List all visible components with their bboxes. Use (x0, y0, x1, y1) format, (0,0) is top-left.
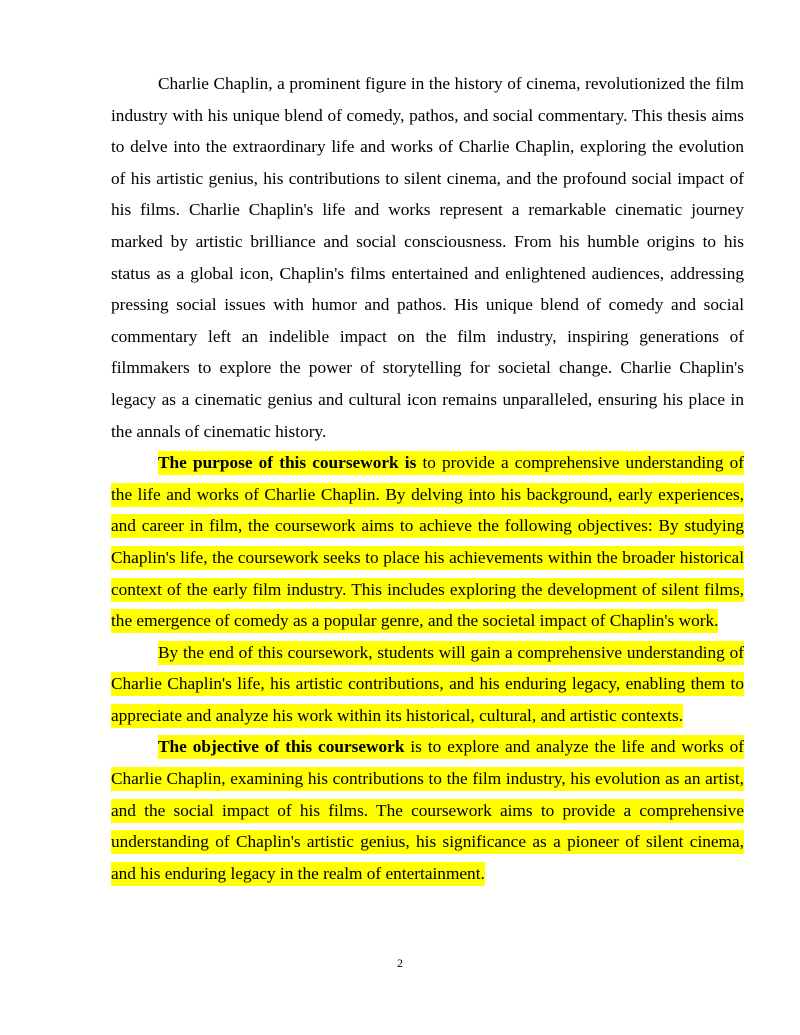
paragraph-text: to provide a comprehensive understanding of the life and works of Charlie Chaplin. By delving into his background, early experiences, and career in film, the coursework aims to achieve the following objectives: By studying Chaplin's life, the coursework seeks to place his achievements within the broader historical context of the early film industry. This includes exploring the development of silent films, the emergence of comedy as a popular genre, and the societal impact of Chaplin's work. (111, 453, 744, 631)
document-page (111, 68, 744, 889)
paragraph-objective (111, 731, 744, 889)
text-highlight (111, 641, 744, 728)
paragraph-text: Charlie Chaplin, a prominent figure in the history of cinema, revolutionized the film industry with his unique blend of comedy, pathos, and social commentary. This thesis aims to delve into the extraordinary life and works of Charlie Chaplin, exploring the evolution of his artistic genius, his contributions to silent cinema, and the profound social impact of his films. Charlie Chaplin's life and works represent a remarkable cinematic journey marked by artistic brilliance and social consciousness. From his humble origins to his status as a global icon, Chaplin's films entertained and enlightened audiences, addressing pressing social issues with humor and pathos. His unique blend of comedy and social commentary left an indelible impact on the film industry, inspiring generations of filmmakers to explore the power of storytelling for societal change. Charlie Chaplin's legacy as a cinematic genius and cultural icon remains unparalleled, ensuring his place in the annals of cinematic history. (111, 74, 744, 441)
text-highlight (111, 451, 744, 633)
paragraph-text: By the end of this coursework, students will gain a comprehensive understanding of Charlie Chaplin's life, his artistic contributions, and his enduring legacy, enabling them to appreciate and analyze his work within its historical, cultural, and artistic contexts. (111, 642, 744, 725)
paragraph-purpose (111, 447, 744, 637)
paragraph-intro (111, 68, 744, 447)
text-highlight (111, 735, 744, 885)
page-number: 2 (397, 956, 403, 970)
paragraph-lead: The objective of this coursework (158, 737, 405, 757)
paragraph-outcome (111, 637, 744, 732)
paragraph-text: is to explore and analyze the life and works of Charlie Chaplin, examining his contributions to the film industry, his evolution as an artist, and the social impact of his films. The coursework aims to provide a comprehensive understanding of Chaplin's artistic genius, his significance as a pioneer of silent cinema, and his enduring legacy in the realm of entertainment. (111, 737, 744, 883)
paragraph-lead: The purpose of this coursework is (158, 453, 417, 473)
